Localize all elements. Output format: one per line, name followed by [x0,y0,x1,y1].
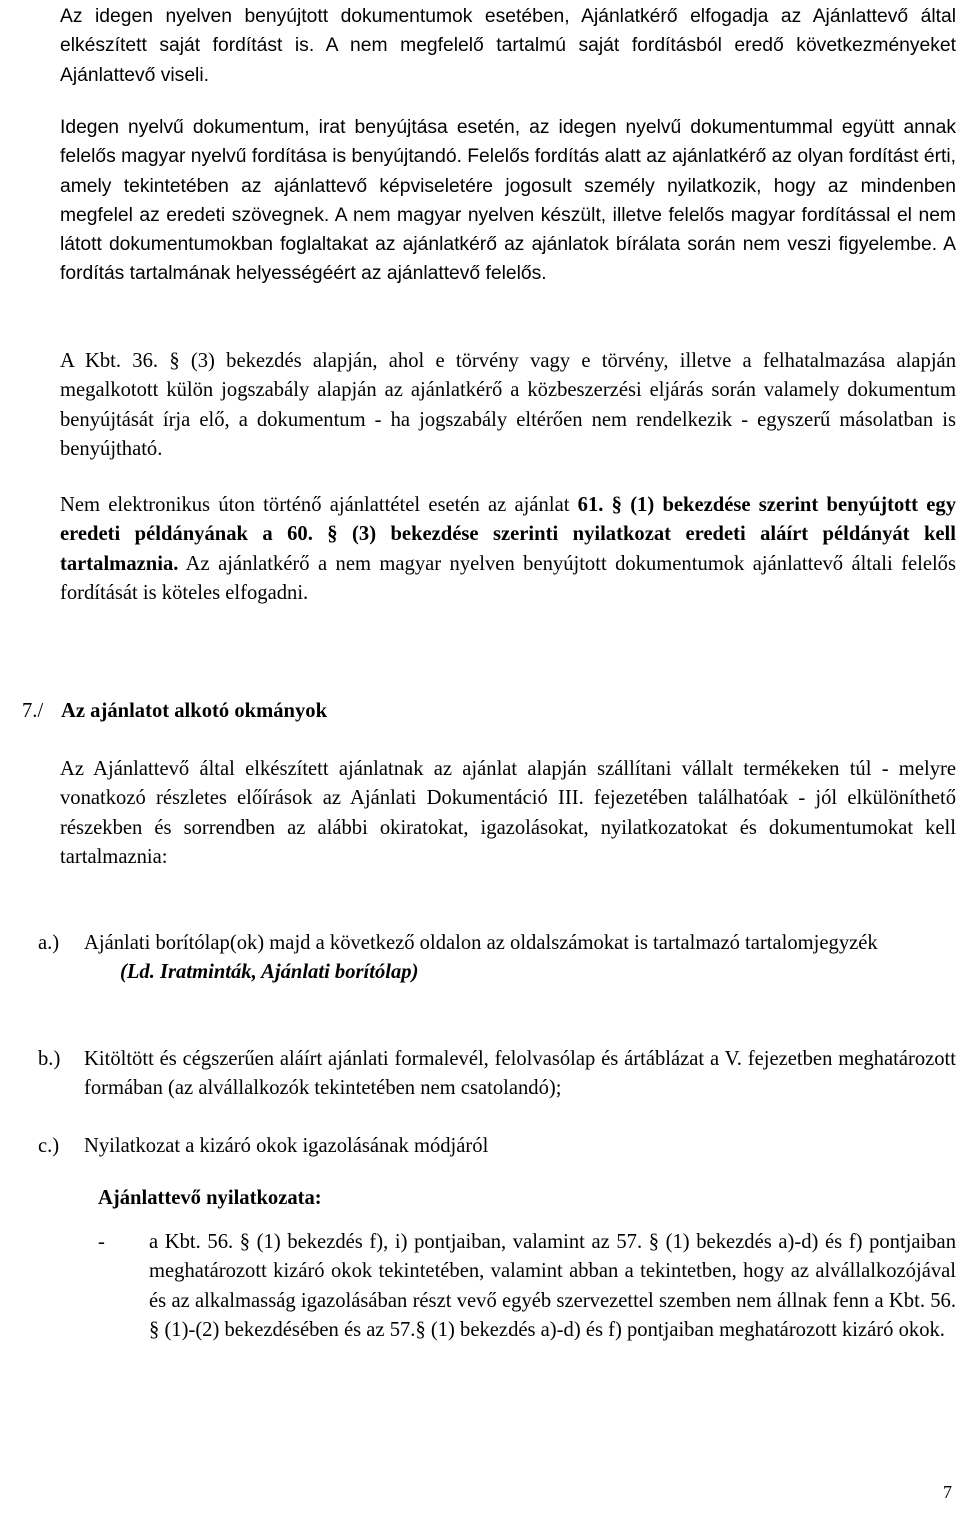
paragraph-simple-copy: A Kbt. 36. § (3) bekezdés alapján, ahol e törvény vagy e törvény, illetve a felhatalmazása alapján megalkotott külön jogszabály alapján az ajánlatkérő a közbeszerzési eljárás során valamely dokumentum benyújtását írja elő, a dokumentum - ha jogszabály eltérően nem rendelkezik - egyszerű másolatban is benyújtható. [60,350,956,460]
list-item-label: c.) [38,1135,60,1157]
list-item-label: a.) [38,932,60,954]
page-number: 7 [943,1482,952,1502]
section-intro: Az Ajánlattevő által elkészített ajánlatnak az ajánlat alapján szállítani vállalt termékeken túl - melyre vonatkozó részletes előírások az Ajánlati Dokumentáció III. fejezetében találhatóak - jól elkülöníthető részekben és sorrendben az alábbi okiratokat, igazolásokat, nyilatkozatokat és dokumentumokat kell tartalmaznia: [60,758,956,868]
paragraph-responsible-translation: Idegen nyelvű dokumentum, irat benyújtása esetén, az idegen nyelvű dokumentummal együtt annak felelős magyar nyelvű fordítása is benyújtandó. Felelős fordítás alatt az ajánlatkérő az olyan fordítást érti, amely tekintetében az ajánlattevő képviseletére jogosult személy nyilatkozik, hogy az mindenben megfelel az eredeti szövegnek. A nem magyar nyelven készült, illetve felelős magyar fordítással el nem látott dokumentumokban foglaltakat az ajánlatkérő az ajánlatok bírálata során nem veszi figyelembe. A fordítás tartalmának helyességéért az ajánlattevő felelős. [60,117,956,285]
declaration-item [98,1228,956,1345]
declaration-heading: Ajánlattevő nyilatkozata: [98,1187,322,1209]
list-item-reference: (Ld. Iratminták, Ajánlati borítólap) [120,961,419,984]
paragraph-non-electronic-end: Az ajánlatkérő a nem magyar nyelven benyújtott dokumentumok ajánlattevő általi felelős fordítását is köteles elfogadni. [60,552,956,604]
list-item [38,929,956,988]
list-item [38,1045,956,1104]
declaration-dash: - [98,1231,105,1253]
list-item-text: Nyilatkozat a kizáró okok igazolásának módjáról [84,1135,489,1157]
list-item [38,1132,956,1161]
paragraph-non-electronic-bold: 61. § (1) bekezdése szerint benyújtott egy eredeti példányának a 60. § (3) bekezdése szerinti nyilatkozat eredeti aláírt példányát kell tartalmaznia. [60,494,956,575]
paragraph-non-electronic-offer [60,491,956,608]
declaration-text: a Kbt. 56. § (1) bekezdés f), i) pontjaiban, valamint az 57. § (1) bekezdés a)-d) és f) pontjaiban meghatározott kizáró okok tekintetében, valamint abban a tekintetben, hogy az alvállalkozójával és az alkalmasság igazolásában részt vevő egyéb szervezettel szemben nem állnak fenn a Kbt. 56. § (1)-(2) bekezdésében és az 57.§ (1) bekezdés a)-d) és f) pontjaiban meghatározott kizáró okok. [149,1231,956,1341]
list-item-text: Kitöltött és cégszerűen aláírt ajánlati formalevél, felolvasólap és ártáblázat a V. fejezetben meghatározott formában (az alvállalkozók tekintetében nem csatolandó); [84,1048,956,1100]
paragraph-own-translation: Az idegen nyelven benyújtott dokumentumok esetében, Ajánlatkérő elfogadja az Ajánlattevő által elkészített saját fordítást is. A nem megfelelő tartalmú saját fordításból eredő következményeket Ajánlattevő viseli. [60,6,956,86]
list-item-text: Ajánlati borítólap(ok) majd a következő oldalon az oldalszámokat is tartalmazó tartalomjegyzék [84,932,878,954]
section-number: 7./ [22,700,44,722]
section-title: Az ajánlatot alkotó okmányok [61,700,328,722]
list-item-label: b.) [38,1048,61,1070]
paragraph-non-electronic-start: Nem elektronikus úton történő ajánlattétel esetén az ajánlat [60,494,578,516]
